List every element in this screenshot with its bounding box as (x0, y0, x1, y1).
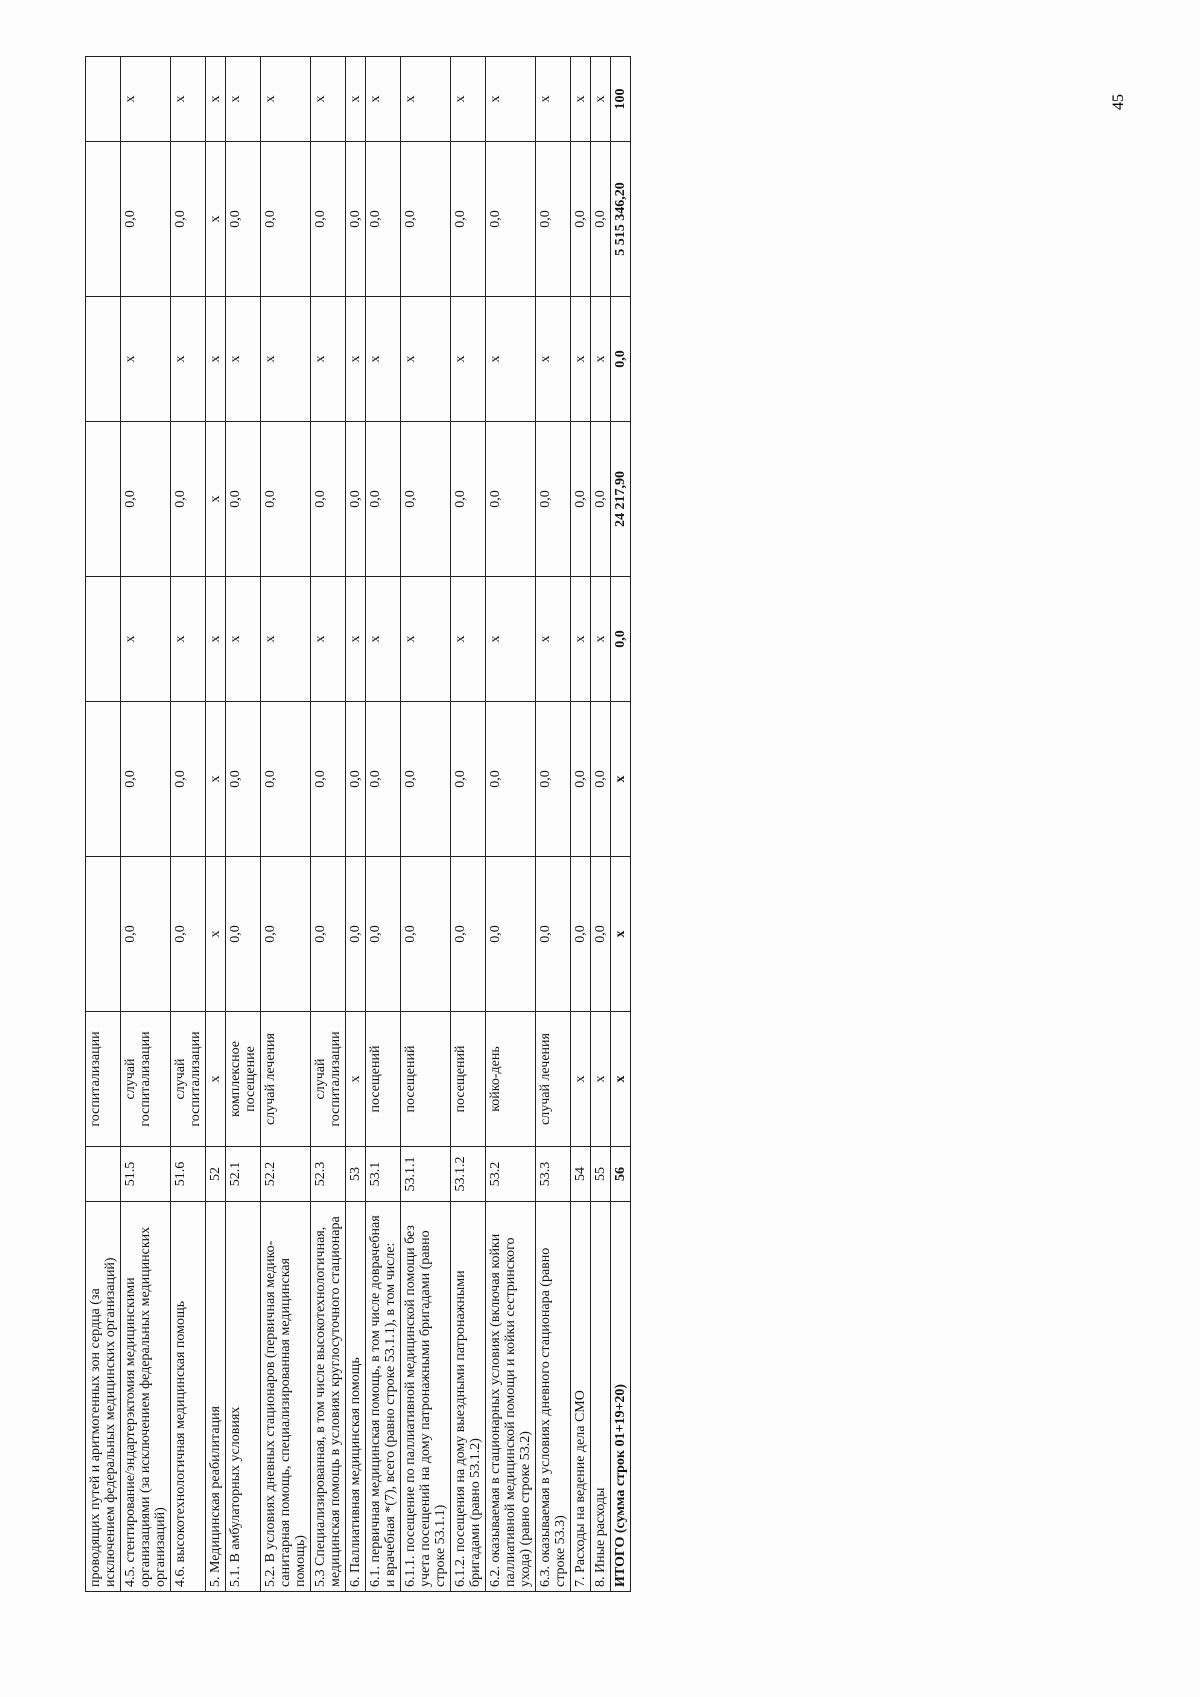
table-row (451, 57, 486, 1592)
value-cell-5: x (571, 297, 591, 422)
value-cell-7: x (206, 57, 226, 142)
row-unit-cell: посещений (451, 1012, 486, 1147)
table-row (121, 57, 171, 1592)
value-cell-5: x (311, 297, 346, 422)
value-cell-2: 0,0 (536, 702, 571, 857)
value-cell-7: x (171, 57, 206, 142)
value-cell-4: 0,0 (121, 422, 171, 577)
row-code-cell: 53.1 (366, 1147, 401, 1202)
value-cell-3: x (206, 577, 226, 702)
value-cell-7: x (536, 57, 571, 142)
value-cell-5: x (346, 297, 366, 422)
value-cell-5: x (451, 297, 486, 422)
value-cell-2: 0,0 (261, 702, 311, 857)
value-cell-2: 0,0 (171, 702, 206, 857)
page-number: 45 (1110, 94, 1127, 110)
row-name-cell: проводящих путей и аритмогенных зон сердца (за исключением федеральных медицинских организаций) (86, 1202, 121, 1592)
value-cell-5: x (226, 297, 261, 422)
value-cell-5: x (401, 297, 451, 422)
table-row (611, 57, 631, 1592)
value-cell-5: x (486, 297, 536, 422)
row-unit-cell: x (591, 1012, 611, 1147)
row-code-cell: 51.5 (121, 1147, 171, 1202)
value-cell-2: 0,0 (486, 702, 536, 857)
value-cell-7: x (121, 57, 171, 142)
rotated-table-container (85, 57, 845, 1592)
value-cell-5: 0,0 (611, 297, 631, 422)
value-cell-4: 0,0 (171, 422, 206, 577)
value-cell-1: 0,0 (451, 857, 486, 1012)
row-unit-cell: случай лечения (536, 1012, 571, 1147)
row-name-cell: 6.1. первичная медицинская помощь, в том числе доврачебная и врачебная *(7), всего (равно строке 53.1.1), в том числе: (366, 1202, 401, 1592)
financing-table (85, 56, 631, 1592)
row-unit-cell: x (206, 1012, 226, 1147)
value-cell-4: 0,0 (226, 422, 261, 577)
value-cell-2: 0,0 (591, 702, 611, 857)
value-cell-1: x (206, 857, 226, 1012)
row-unit-cell: случай госпитализации (171, 1012, 206, 1147)
value-cell-2: 0,0 (226, 702, 261, 857)
row-code-cell: 53.1.1 (401, 1147, 451, 1202)
row-name-cell: 5. Медицинская реабилитация (206, 1202, 226, 1592)
value-cell-4: 0,0 (401, 422, 451, 577)
value-cell-4: 0,0 (536, 422, 571, 577)
row-code-cell: 52.1 (226, 1147, 261, 1202)
value-cell-7: x (311, 57, 346, 142)
table-row (261, 57, 311, 1592)
value-cell-6: 0,0 (401, 142, 451, 297)
value-cell-6: 0,0 (486, 142, 536, 297)
value-cell-4: 0,0 (261, 422, 311, 577)
row-unit-cell: посещений (401, 1012, 451, 1147)
row-name-cell: 5.2. В условиях дневных стационаров (первичная медико-санитарная помощь, специализированная медицинская помощь) (261, 1202, 311, 1592)
row-code-cell (86, 1147, 121, 1202)
row-unit-cell: госпитализации (86, 1012, 121, 1147)
value-cell-4: 0,0 (346, 422, 366, 577)
table-row (311, 57, 346, 1592)
value-cell-3: x (591, 577, 611, 702)
row-code-cell: 52.3 (311, 1147, 346, 1202)
value-cell-1: 0,0 (591, 857, 611, 1012)
value-cell-1 (86, 857, 121, 1012)
row-name-cell: 5.1. В амбулаторных условиях (226, 1202, 261, 1592)
value-cell-4: 0,0 (486, 422, 536, 577)
value-cell-2: 0,0 (401, 702, 451, 857)
table-row (206, 57, 226, 1592)
value-cell-1: 0,0 (226, 857, 261, 1012)
value-cell-6: 0,0 (121, 142, 171, 297)
row-unit-cell: посещений (366, 1012, 401, 1147)
row-code-cell: 53.3 (536, 1147, 571, 1202)
table-row (346, 57, 366, 1592)
value-cell-3 (86, 577, 121, 702)
table-row (401, 57, 451, 1592)
value-cell-2: 0,0 (366, 702, 401, 857)
value-cell-7: x (261, 57, 311, 142)
value-cell-7: x (226, 57, 261, 142)
value-cell-1: 0,0 (346, 857, 366, 1012)
table-row (486, 57, 536, 1592)
value-cell-2: 0,0 (571, 702, 591, 857)
row-name-cell: 4.5. стентирование/эндартерэктомия медицинскими организациями (за исключением федеральных медицинских организаций) (121, 1202, 171, 1592)
value-cell-3: 0,0 (611, 577, 631, 702)
table-row (591, 57, 611, 1592)
value-cell-2 (86, 702, 121, 857)
value-cell-3: x (171, 577, 206, 702)
table-row (536, 57, 571, 1592)
value-cell-1: 0,0 (486, 857, 536, 1012)
value-cell-6: 5 515 346,20 (611, 142, 631, 297)
value-cell-3: x (486, 577, 536, 702)
value-cell-3: x (536, 577, 571, 702)
value-cell-1: 0,0 (311, 857, 346, 1012)
row-name-cell: 5.3 Специализированная, в том числе высокотехнологичная, медицинская помощь в условиях круглосуточного стационара (311, 1202, 346, 1592)
row-name-cell: 6.2. оказываемая в стационарных условиях (включая койки паллиативной медицинской помощи и койки сестринского ухода) (равно строке 53.2) (486, 1202, 536, 1592)
row-code-cell: 51.6 (171, 1147, 206, 1202)
value-cell-1: 0,0 (536, 857, 571, 1012)
value-cell-6: x (206, 142, 226, 297)
table-row (226, 57, 261, 1592)
row-code-cell: 54 (571, 1147, 591, 1202)
value-cell-4: 0,0 (591, 422, 611, 577)
value-cell-5 (86, 297, 121, 422)
value-cell-6: 0,0 (536, 142, 571, 297)
value-cell-3: x (571, 577, 591, 702)
row-code-cell: 52 (206, 1147, 226, 1202)
value-cell-6: 0,0 (366, 142, 401, 297)
row-name-cell: 7. Расходы на ведение дела СМО (571, 1202, 591, 1592)
row-unit-cell: случай госпитализации (121, 1012, 171, 1147)
value-cell-5: x (536, 297, 571, 422)
value-cell-6: 0,0 (571, 142, 591, 297)
value-cell-6 (86, 142, 121, 297)
value-cell-6: 0,0 (226, 142, 261, 297)
row-code-cell: 52.2 (261, 1147, 311, 1202)
value-cell-1: 0,0 (261, 857, 311, 1012)
row-code-cell: 53.1.2 (451, 1147, 486, 1202)
row-name-cell: 6.1.1. посещение по паллиативной медицинской помощи без учета посещений на дому патронажными бригадами (равно строке 53.1.1) (401, 1202, 451, 1592)
row-name-cell: 6.1.2. посещения на дому выездными патронажными бригадами (равно 53.1.2) (451, 1202, 486, 1592)
value-cell-7: x (346, 57, 366, 142)
row-name-cell: 4.6. высокотехнологичная медицинская помощь (171, 1202, 206, 1592)
value-cell-1: 0,0 (401, 857, 451, 1012)
table-row (86, 57, 121, 1592)
value-cell-4: 0,0 (571, 422, 591, 577)
value-cell-1: 0,0 (121, 857, 171, 1012)
row-unit-cell: случай госпитализации (311, 1012, 346, 1147)
row-code-cell: 53 (346, 1147, 366, 1202)
value-cell-3: x (451, 577, 486, 702)
table-row (571, 57, 591, 1592)
value-cell-7: x (591, 57, 611, 142)
value-cell-4: 24 217,90 (611, 422, 631, 577)
value-cell-6: 0,0 (261, 142, 311, 297)
value-cell-1: x (611, 857, 631, 1012)
table-row (366, 57, 401, 1592)
value-cell-2: 0,0 (451, 702, 486, 857)
value-cell-5: x (366, 297, 401, 422)
value-cell-4: x (206, 422, 226, 577)
value-cell-2: x (206, 702, 226, 857)
value-cell-5: x (206, 297, 226, 422)
value-cell-5: x (591, 297, 611, 422)
value-cell-6: 0,0 (451, 142, 486, 297)
value-cell-7: x (571, 57, 591, 142)
value-cell-5: x (261, 297, 311, 422)
row-code-cell: 53.2 (486, 1147, 536, 1202)
row-unit-cell: x (346, 1012, 366, 1147)
value-cell-2: x (611, 702, 631, 857)
value-cell-2: 0,0 (311, 702, 346, 857)
value-cell-7 (86, 57, 121, 142)
value-cell-4: 0,0 (451, 422, 486, 577)
value-cell-1: 0,0 (171, 857, 206, 1012)
value-cell-6: 0,0 (591, 142, 611, 297)
value-cell-7: x (486, 57, 536, 142)
row-code-cell: 55 (591, 1147, 611, 1202)
row-name-cell: 6. Паллиативная медицинская помощь (346, 1202, 366, 1592)
value-cell-5: x (171, 297, 206, 422)
value-cell-1: 0,0 (366, 857, 401, 1012)
table-row (171, 57, 206, 1592)
value-cell-7: x (401, 57, 451, 142)
value-cell-6: 0,0 (346, 142, 366, 297)
value-cell-4 (86, 422, 121, 577)
row-unit-cell: комплексное посещение (226, 1012, 261, 1147)
value-cell-2: 0,0 (346, 702, 366, 857)
table-body (86, 57, 631, 1592)
value-cell-4: 0,0 (311, 422, 346, 577)
value-cell-5: x (121, 297, 171, 422)
value-cell-3: x (401, 577, 451, 702)
value-cell-3: x (121, 577, 171, 702)
row-name-cell: ИТОГО (сумма строк 01+19+20) (611, 1202, 631, 1592)
row-unit-cell: случай лечения (261, 1012, 311, 1147)
value-cell-2: 0,0 (121, 702, 171, 857)
value-cell-6: 0,0 (171, 142, 206, 297)
value-cell-3: x (226, 577, 261, 702)
value-cell-1: 0,0 (571, 857, 591, 1012)
row-name-cell: 8. Иные расходы (591, 1202, 611, 1592)
row-code-cell: 56 (611, 1147, 631, 1202)
value-cell-7: 100 (611, 57, 631, 142)
row-unit-cell: x (611, 1012, 631, 1147)
value-cell-3: x (366, 577, 401, 702)
row-unit-cell: x (571, 1012, 591, 1147)
value-cell-3: x (261, 577, 311, 702)
value-cell-4: 0,0 (366, 422, 401, 577)
value-cell-6: 0,0 (311, 142, 346, 297)
value-cell-3: x (311, 577, 346, 702)
value-cell-7: x (451, 57, 486, 142)
row-name-cell: 6.3. оказываемая в условиях дневного стационара (равно строке 53.3) (536, 1202, 571, 1592)
row-unit-cell: койко-день (486, 1012, 536, 1147)
value-cell-7: x (366, 57, 401, 142)
value-cell-3: x (346, 577, 366, 702)
